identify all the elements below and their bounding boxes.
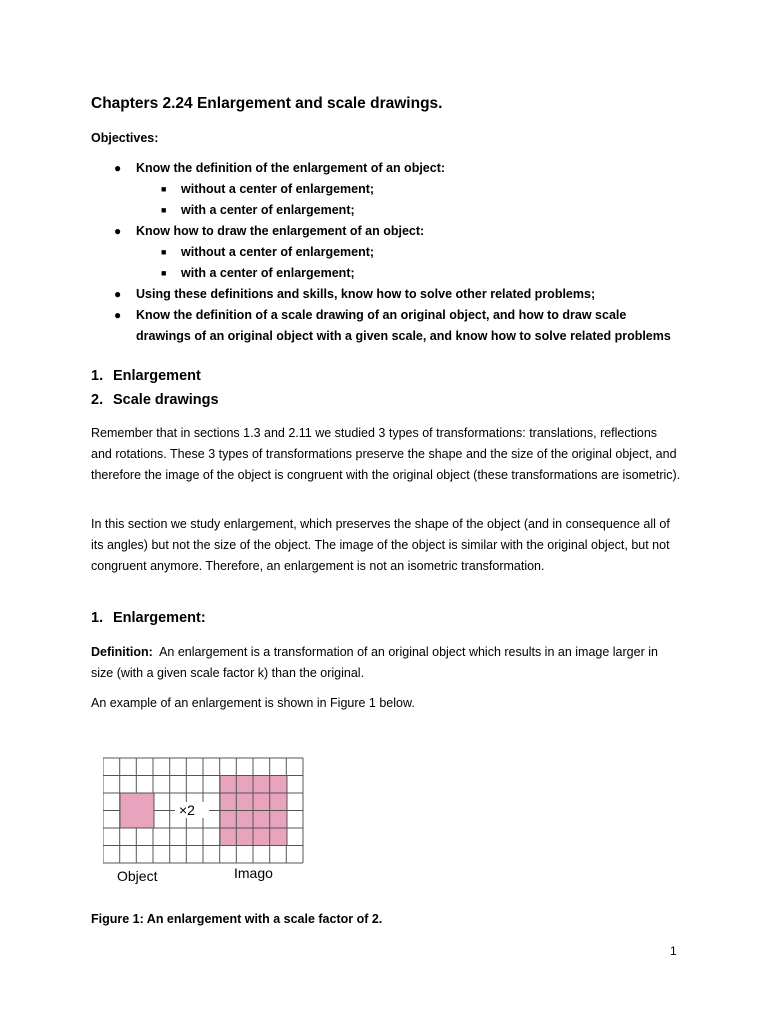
page-number: 1: [670, 944, 677, 958]
page-title: Chapters 2.24 Enlargement and scale drawings.: [91, 95, 443, 112]
scale-factor-label: ×2: [179, 802, 195, 818]
bullet-dot-icon: ●: [114, 287, 122, 301]
example-paragraph: An example of an enlargement is shown in Figure 1 below.: [91, 696, 415, 710]
bullet-dot-icon: ●: [114, 224, 122, 238]
objective-subbullet: ■ without a center of enlargement;: [181, 242, 374, 263]
definition-label: Definition:: [91, 645, 153, 659]
definition-text: An enlargement is a transformation of an original object which results in an image larger in size (with a given scale factor k) than the original.: [91, 645, 658, 680]
objective-bullet: ● Know the definition of a scale drawing of an original object, and how to draw scale drawings of an original object with a given scale, and know how to solve related problems: [136, 305, 681, 347]
enlargement-figure: [103, 753, 308, 888]
bullet-square-icon: ■: [161, 268, 167, 278]
outline-heading-scale-drawings: 2. Scale drawings: [91, 392, 219, 408]
objective-bullet: ● Know how to draw the enlargement of an object:: [136, 221, 681, 242]
outline-heading-enlargement: 1. Enlargement: [91, 368, 201, 384]
objective-subbullet: ■ with a center of enlargement;: [181, 263, 355, 284]
objective-bullet: ● Know the definition of the enlargement of an object:: [136, 158, 681, 179]
bullet-dot-icon: ●: [114, 161, 122, 175]
image-label: Imago: [234, 865, 273, 881]
section-heading-enlargement: 1. Enlargement:: [91, 610, 206, 626]
bullet-square-icon: ■: [161, 247, 167, 257]
object-square: [120, 793, 154, 828]
objective-subbullet: ■ with a center of enlargement;: [181, 200, 355, 221]
figure-caption: Figure 1: An enlargement with a scale factor of 2.: [91, 912, 383, 926]
object-label: Object: [117, 868, 158, 884]
definition-paragraph: [91, 642, 681, 684]
objective-bullet: ● Using these definitions and skills, know how to solve other related problems;: [136, 284, 681, 305]
enlargement-paragraph: In this section we study enlargement, which preserves the shape of the object (and in consequence all of its angles) but not the size of the object. The image of the object is similar with the original object, but not congruent anymore. Therefore, an enlargement is not an isometric transformation.: [91, 517, 670, 573]
intro-paragraph: Remember that in sections 1.3 and 2.11 we studied 3 types of transformations: translations, reflections and rotations. These 3 types of transformations preserve the shape and the size of the original object, and therefore the image of the object is congruent with the original object (these transformations are isometric).: [91, 426, 681, 482]
objective-subbullet: ■ without a center of enlargement;: [181, 179, 374, 200]
bullet-square-icon: ■: [161, 184, 167, 194]
bullet-dot-icon: ●: [114, 308, 122, 322]
bullet-square-icon: ■: [161, 205, 167, 215]
objectives-label: Objectives:: [91, 131, 159, 145]
